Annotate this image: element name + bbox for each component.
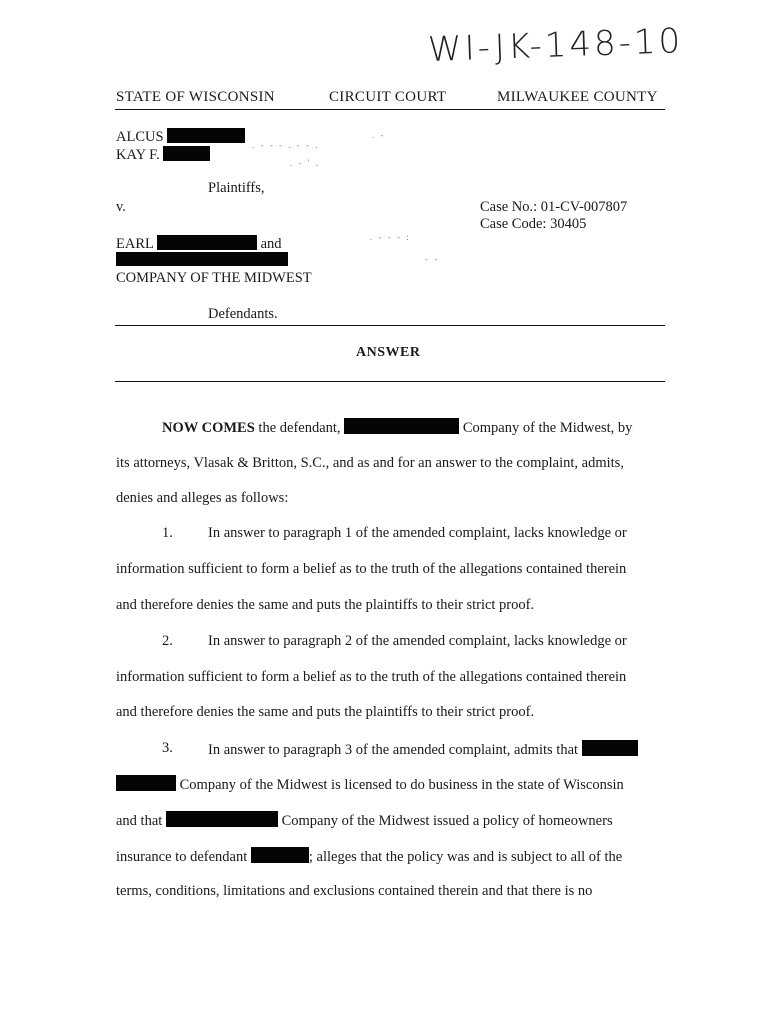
redaction-box bbox=[582, 740, 638, 756]
scan-speck: . - bbox=[372, 130, 386, 140]
para-2-line-3: and therefore denies the same and puts the plaintiffs to their strict proof. bbox=[116, 704, 535, 720]
para-3-line-5: terms, conditions, limitations and exclusions contained therein and that there is no bbox=[116, 883, 593, 899]
para-1-line-3: and therefore denies the same and puts the plaintiffs to their strict proof. bbox=[116, 597, 535, 613]
plaintiffs-label: Plaintiffs, bbox=[208, 180, 265, 196]
para-1-number: 1. bbox=[162, 525, 173, 541]
scan-speck: . - - - . - - . bbox=[252, 140, 320, 150]
para-3-number: 3. bbox=[162, 740, 173, 756]
defendant-1-name: EARL bbox=[116, 236, 154, 252]
para-3-line-3-text-a: and that bbox=[116, 813, 166, 829]
para-2-line-1: In answer to paragraph 2 of the amended complaint, lacks knowledge or bbox=[208, 633, 627, 649]
para-1-line-1: In answer to paragraph 1 of the amended complaint, lacks knowledge or bbox=[208, 525, 627, 541]
defendant-2-name: COMPANY OF THE MIDWEST bbox=[116, 270, 312, 286]
redaction-box bbox=[116, 252, 288, 266]
para-3-line-3-text-b: Company of the Midwest issued a policy of homeowners bbox=[277, 813, 613, 829]
para-3-line-2 bbox=[116, 775, 624, 794]
redaction-box bbox=[167, 128, 245, 143]
handwritten-file-code: WI-JK-148-10 bbox=[427, 21, 684, 70]
para-3-line-1-text: In answer to paragraph 3 of the amended complaint, admits that bbox=[208, 742, 579, 758]
intro-line-3: denies and alleges as follows: bbox=[116, 490, 289, 506]
redaction-box bbox=[251, 847, 309, 863]
intro-line-1 bbox=[162, 418, 632, 437]
caption-rule bbox=[115, 325, 665, 326]
intro-text: the defendant, bbox=[254, 420, 345, 436]
redaction-box bbox=[344, 418, 459, 434]
redaction-box bbox=[116, 775, 176, 791]
document-title: ANSWER bbox=[356, 345, 421, 360]
intro-lead: NOW COMES bbox=[162, 420, 255, 436]
redaction-box bbox=[157, 235, 257, 250]
header-court: CIRCUIT COURT bbox=[329, 89, 447, 105]
case-number: Case No.: 01-CV-007807 bbox=[480, 199, 628, 215]
title-rule bbox=[115, 381, 665, 382]
defendant-2-redaction bbox=[116, 251, 288, 269]
redaction-box bbox=[163, 146, 210, 161]
plaintiff-1-name: ALCUS bbox=[116, 129, 164, 145]
redaction-box bbox=[166, 811, 278, 827]
scan-speck: . - ' . bbox=[290, 158, 320, 168]
para-3-line-3 bbox=[116, 811, 613, 830]
para-2-line-2: information sufficient to form a belief as to the truth of the allegations contained therein bbox=[116, 669, 627, 685]
versus: v. bbox=[116, 199, 126, 215]
header-rule bbox=[115, 109, 665, 110]
para-2-number: 2. bbox=[162, 633, 173, 649]
case-code: Case Code: 30405 bbox=[480, 216, 587, 232]
plaintiff-1 bbox=[116, 128, 245, 145]
defendant-1 bbox=[116, 235, 282, 252]
para-3-line-2-text: Company of the Midwest is licensed to do business in the state of Wisconsin bbox=[176, 777, 624, 793]
scan-speck: . - - - : bbox=[370, 232, 411, 242]
defendant-and: and bbox=[260, 236, 282, 252]
para-3-line-1 bbox=[208, 740, 638, 759]
para-3-line-4 bbox=[116, 847, 622, 866]
plaintiff-2-name: KAY F. bbox=[116, 147, 160, 163]
para-3-line-4-text-b: ; alleges that the policy was and is subject to all of the bbox=[308, 849, 623, 865]
header-state: STATE OF WISCONSIN bbox=[116, 89, 275, 105]
scan-speck: - - bbox=[425, 254, 440, 264]
para-3-line-4-text-a: insurance to defendant bbox=[116, 849, 251, 865]
plaintiff-2 bbox=[116, 146, 210, 163]
defendants-label: Defendants. bbox=[208, 306, 278, 322]
intro-line-2: its attorneys, Vlasak & Britton, S.C., and as and for an answer to the complaint, admits, bbox=[116, 455, 624, 471]
para-1-line-2: information sufficient to form a belief as to the truth of the allegations contained therein bbox=[116, 561, 627, 577]
intro-text-end: Company of the Midwest, by bbox=[459, 420, 633, 436]
header-county: MILWAUKEE COUNTY bbox=[497, 89, 658, 105]
